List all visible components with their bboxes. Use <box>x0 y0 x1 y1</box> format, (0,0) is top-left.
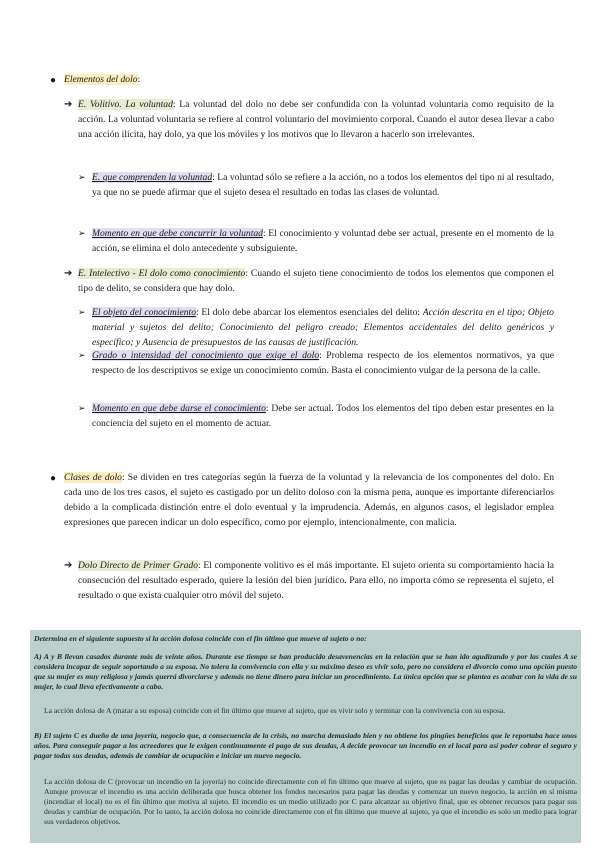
volitivo-sub-2-label: Momento en que debe concurrir la voluntad <box>92 228 263 239</box>
intelectivo-sub-1 <box>92 305 554 350</box>
clases-paragraph <box>64 470 554 530</box>
intelectivo-label: E. Intelectivo - El dolo como conocimiento <box>78 268 246 279</box>
directo-paragraph <box>78 558 554 603</box>
intelectivo-sub-1-italic: Acción descrita en el tipo; Objeto material y sujetos del delito; Conocimiento del peligro creado; Elementos accidentales del delito genéricos y específico; y Ausencia de presupuestos de las causas de justificación. <box>92 307 554 348</box>
clases-title: Clases de dolo <box>64 472 122 483</box>
exercise-case-b: B) El sujeto C es dueño de una joyería, negocio que, a consecuencia de la crisis, no marcha demasiado bien y no obtiene los pingües beneficios que le reportaba hace unos años. Para conseguir pagar a los acreedores que le exigen continuamente el pago de sus deudas, A decide provocar un incendio en el local para así poder cobrar el seguro y pagar todas sus deudas, además de cambiar de ocupación e iniciar un nuevo negocio. <box>34 731 577 760</box>
volitivo-label: E. Volitivo. La voluntad <box>78 99 173 110</box>
intelectivo-sub-1-text: : El dolo debe abarcar los elementos esenciales del delito: <box>196 307 423 318</box>
volitivo-sub-1-text: : La voluntad sólo se refiere a la acción, no a todos los elementos del tipo ni al resultado, ya que no se puede afirmar que el sujeto desea el resultado en todas las clases de voluntad. <box>92 172 554 198</box>
directo-label: Dolo Directo de Primer Grado <box>78 560 199 571</box>
exercise-answer-a: La acción dolosa de A (matar a su esposa) coincide con el fin último que mueve al sujeto, que es vivir solo y terminar con la convivencia con su esposa. <box>44 706 506 715</box>
intelectivo-sub-2-label: Grado o intensidad del conocimiento que exige el dolo <box>92 350 320 361</box>
triangle-bullet-icon: ➢ <box>78 350 86 360</box>
section-elementos-title: Elementos del dolo <box>64 74 138 85</box>
triangle-bullet-icon: ➢ <box>78 403 86 413</box>
intelectivo-sub-3-label: Momento en que debe darse el conocimiento <box>92 403 266 414</box>
volitivo-sub-1 <box>92 170 554 200</box>
exercise-heading: Determina en el siguiente supuesto si la acción dolosa coincide con el fin último que mueve al sujeto o no: <box>34 634 367 643</box>
bullet-dot: ● <box>50 75 57 86</box>
triangle-bullet-icon: ➢ <box>78 172 86 182</box>
arrow-icon: ➔ <box>64 268 73 279</box>
intelectivo-sub-3 <box>92 401 554 431</box>
intelectivo-sub-2-text: : Problema respecto de los elementos normativos, ya que respecto de los descriptivos se exige un conocimiento común. Basta el conocimiento vulgar de la persona de la calle. <box>92 350 554 376</box>
volitivo-sub-1-label: E. que comprenden la voluntad <box>92 172 213 183</box>
triangle-bullet-icon: ➢ <box>78 228 86 238</box>
exercise-answer-b: La acción dolosa de C (provocar un incendio en la joyería) no coincide directamente con el fin último que mueve al sujeto, que es pagar las deudas y cambiar de ocupación. Aunque provocar el incendio es una acción deliberada que busca obtener los fondos necesarios para pagar las deudas y comenzar un nuevo negocio, la acción en sí misma (incendiar el local) no es el fin último que motiva al sujeto. El incendio es un medio utilizado por C para alcanzar su objetivo final, que es obtener recursos para pagar sus deudas y cambiar de ocupación. Por lo tanto, la acción dolosa no coincide directamente con el fin último que mueve al sujeto, ya que el incendio es solo un medio para lograr sus verdaderos objetivos. <box>44 777 577 826</box>
volitivo-text: : La voluntad del dolo no debe ser confundida con la voluntad voluntaria como requisito de la acción. La voluntad voluntaria se refiere al control voluntario del movimiento corporal. Cuando el autor desea llevar a cabo una acción ilícita, hay dolo, ya que los móviles y los motivos que lo llevaron a hacerlo son irrelevantes. <box>78 99 554 140</box>
intelectivo-sub-1-label: El objeto del conocimiento <box>92 307 196 318</box>
bullet-dot: ● <box>50 473 57 484</box>
exercise-case-a: A) A y B llevan casados durante más de veinte años. Durante ese tiempo se han producido desavenencias en la relación que se han ido agudizando y por las cuales A se considera incapaz de seguir soportando a su esposa. No tolera la convivencia con ella y su máximo deseo es vivir solo, pero no considera el divorcio como una opción puesto que su mujer es muy religiosa y jamás querrá divorciarse y además no tiene dinero para iniciar un procedimiento. La única opción que se plantea es acabar con la vida de su mujer, lo cual lleva efectivamente a cabo. <box>34 652 577 691</box>
triangle-bullet-icon: ➢ <box>78 307 86 317</box>
volitivo-sub-2-text: : El conocimiento y voluntad debe ser actual, presente en el momento de la acción, se elimina el dolo antecedente y subsiguiente. <box>92 228 555 254</box>
volitivo-sub-2 <box>92 226 554 256</box>
arrow-icon: ➔ <box>64 99 73 110</box>
volitivo-paragraph <box>78 97 554 142</box>
intelectivo-sub-3-text: : Debe ser actual. Todos los elementos del tipo deben estar presentes en la conciencia del sujeto en el momento de actuar. <box>92 403 554 429</box>
directo-text: : El componente volitivo es el más importante. El sujeto orienta su comportamiento hacia la consecución del resultado esperado, quiere la lesión del bien jurídico. Para ello, no importa cómo se representa el sujeto, el resultado o que exista cualquier otro móvil del sujeto. <box>78 560 554 601</box>
clases-text: : Se dividen en tres categorías según la fuerza de la voluntad y la relevancia de los componentes del dolo. En cada uno de los tres casos, el sujeto es castigado por un delito doloso con la misma pena, aunque es importante diferenciarlos debido a la complicada distinción entre el dolo eventual y la imprudencia. Además, en algunos casos, el legislador emplea expresiones que parecen indicar un dolo específico, como por ejemplo, intencionalmente, con malicia. <box>64 472 555 528</box>
section-elementos-heading: Elementos del dolo: <box>64 74 141 85</box>
exercise-image-box <box>30 630 581 843</box>
intelectivo-paragraph <box>78 266 554 296</box>
arrow-icon: ➔ <box>64 560 73 571</box>
intelectivo-text: : Cuando el sujeto tiene conocimiento de todos los elementos que componen el tipo de delito, se considera que hay dolo. <box>78 268 554 294</box>
intelectivo-sub-2 <box>92 348 554 378</box>
